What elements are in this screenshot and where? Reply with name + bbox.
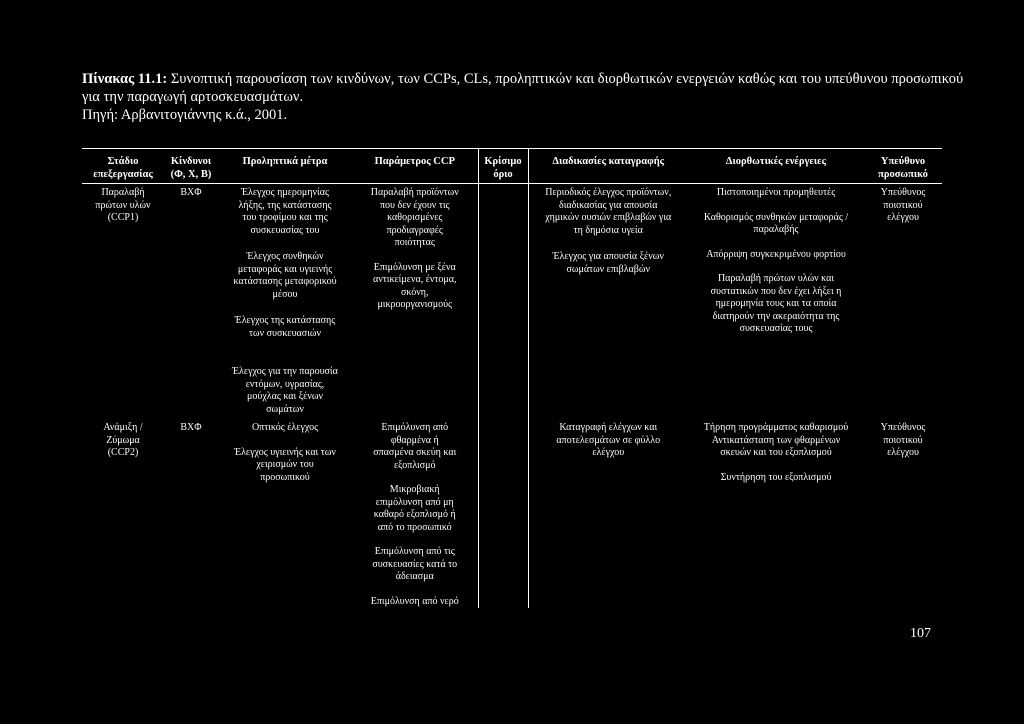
corrective-item: Απόρριψη συγκεκριμένου φορτίου xyxy=(706,248,846,260)
cell-ccp-parameter xyxy=(352,422,478,608)
preventive-item: Έλεγχος ημερομηνίας λήξης, της κατάστασης του τροφίμου και της συσκευασίας του xyxy=(238,187,332,236)
table-row xyxy=(82,422,942,608)
haccp-table-wrapper xyxy=(82,148,942,608)
ccp-parameter-item: Επιμόλυνση από φθαρμένα ή σπασμένα σκεύη και εξοπλισμό xyxy=(373,422,457,471)
corrective-item: Καθορισμός συνθηκών μεταφοράς / παραλαβής xyxy=(703,211,849,235)
cell-monitoring xyxy=(528,422,688,608)
cell-stage: Παραλαβή πρώτων υλών (CCP1) xyxy=(95,187,151,223)
header-monitoring: Διαδικασίες καταγραφής xyxy=(528,149,688,184)
corrective-item: Παραλαβή πρώτων υλών και συστατικών που δεν έχει λήξει η ημερομηνία τους και τα οποία διατηρούν την ακεραιότητα της συσκευασίας τους xyxy=(710,273,842,334)
header-corrective: Διορθωτικές ενέργειες xyxy=(688,149,864,184)
cell-critical-limit xyxy=(478,184,528,423)
cell-responsible: Υπεύθυνος ποιοτικού ελέγχου xyxy=(880,187,926,223)
cell-ccp-parameter xyxy=(352,184,478,423)
ccp-parameter-item: Επιμόλυνση από τις συσκευασίες κατά το άδειασμα xyxy=(372,546,458,582)
corrective-item: Τήρηση προγράμματος καθαρισμού Αντικατάσταση των φθαρμένων σκευών και του εξοπλισμού xyxy=(703,422,849,458)
cell-preventive xyxy=(218,184,352,423)
caption-text: Συνοπτική παρουσίαση των κινδύνων, των CCPs, CLs, προληπτικών και διορθωτικών ενεργειών καθώς και του υπεύθυνου προσωπικού για την παραγωγή αρτοσκευασμάτων. xyxy=(82,71,964,105)
ccp-parameter-item: Επιμόλυνση με ξένα αντικείμενα, έντομα, σκόνη, μικροοργανισμούς xyxy=(372,261,457,310)
preventive-item: Έλεγχος υγιεινής και των χειρισμών του προσωπικού xyxy=(234,446,336,483)
cell-stage: Ανάμιξη / Ζύμωμα (CCP2) xyxy=(103,422,143,458)
cell-responsible: Υπεύθυνος ποιοτικού ελέγχου xyxy=(880,422,926,458)
header-row xyxy=(82,149,942,184)
table-caption xyxy=(82,70,982,124)
ccp-parameter-item: Παραλαβή προϊόντων που δεν έχουν τις καθορισμένες προδιαγραφές ποιότητας xyxy=(370,187,459,248)
preventive-item: Έλεγχος της κατάστασης των συσκευασιών xyxy=(234,315,336,339)
cell-hazards: ΒΧΦ xyxy=(180,187,202,198)
caption-source: Πηγή: Αρβανιτογιάννης κ.ά., 2001. xyxy=(82,107,288,123)
cell-preventive xyxy=(218,422,352,608)
header-critical-limit: Κρίσιμο όριο xyxy=(478,149,528,184)
header-ccp-parameter: Παράμετρος CCP xyxy=(352,149,478,184)
monitoring-item: Έλεγχος για απουσία ξένων σωμάτων επιβλαβών xyxy=(552,251,664,275)
preventive-item: Έλεγχος συνθηκών μεταφοράς και υγιεινής κατάστασης μεταφορικού μέσου xyxy=(233,251,337,300)
caption-label: Πίνακας 11.1: xyxy=(82,71,168,87)
page-number: 107 xyxy=(910,626,931,641)
header-stage: Στάδιο επεξεργασίας xyxy=(82,149,164,184)
monitoring-item: Περιοδικός έλεγχος προϊόντων, διαδικασίας για απουσία χημικών ουσιών επιβλαβών για τη δημόσια υγεία xyxy=(545,187,672,236)
monitoring-item: Καταγραφή ελέγχων και αποτελεσμάτων σε φύλλο ελέγχου xyxy=(556,422,661,458)
table-row xyxy=(82,184,942,423)
corrective-item: Συντήρηση του εξοπλισμού xyxy=(720,471,832,483)
cell-monitoring xyxy=(528,184,688,423)
cell-corrective xyxy=(688,184,864,423)
ccp-parameter-item: Επιμόλυνση από νερό xyxy=(370,595,459,607)
ccp-parameter-item: Μικροβιακή επιμόλυνση από μη καθαρό εξοπλισμό ή από το προσωπικό xyxy=(373,484,456,533)
header-hazards: Κίνδυνοι (Φ, Χ, Β) xyxy=(164,149,218,184)
preventive-item: Οπτικός έλεγχος xyxy=(251,422,319,433)
corrective-item: Πιστοποιημένοι προμηθευτές xyxy=(716,187,836,198)
haccp-table xyxy=(82,148,942,608)
preventive-item: Έλεγχος για την παρουσία εντόμων, υγρασίας, μούχλας και ξένων σωμάτων xyxy=(232,366,338,415)
cell-hazards: ΒΧΦ xyxy=(180,422,202,433)
cell-corrective xyxy=(688,422,864,608)
header-responsible: Υπεύθυνο προσωπικό xyxy=(864,149,942,184)
header-preventive: Προληπτικά μέτρα xyxy=(218,149,352,184)
cell-critical-limit xyxy=(478,422,528,608)
